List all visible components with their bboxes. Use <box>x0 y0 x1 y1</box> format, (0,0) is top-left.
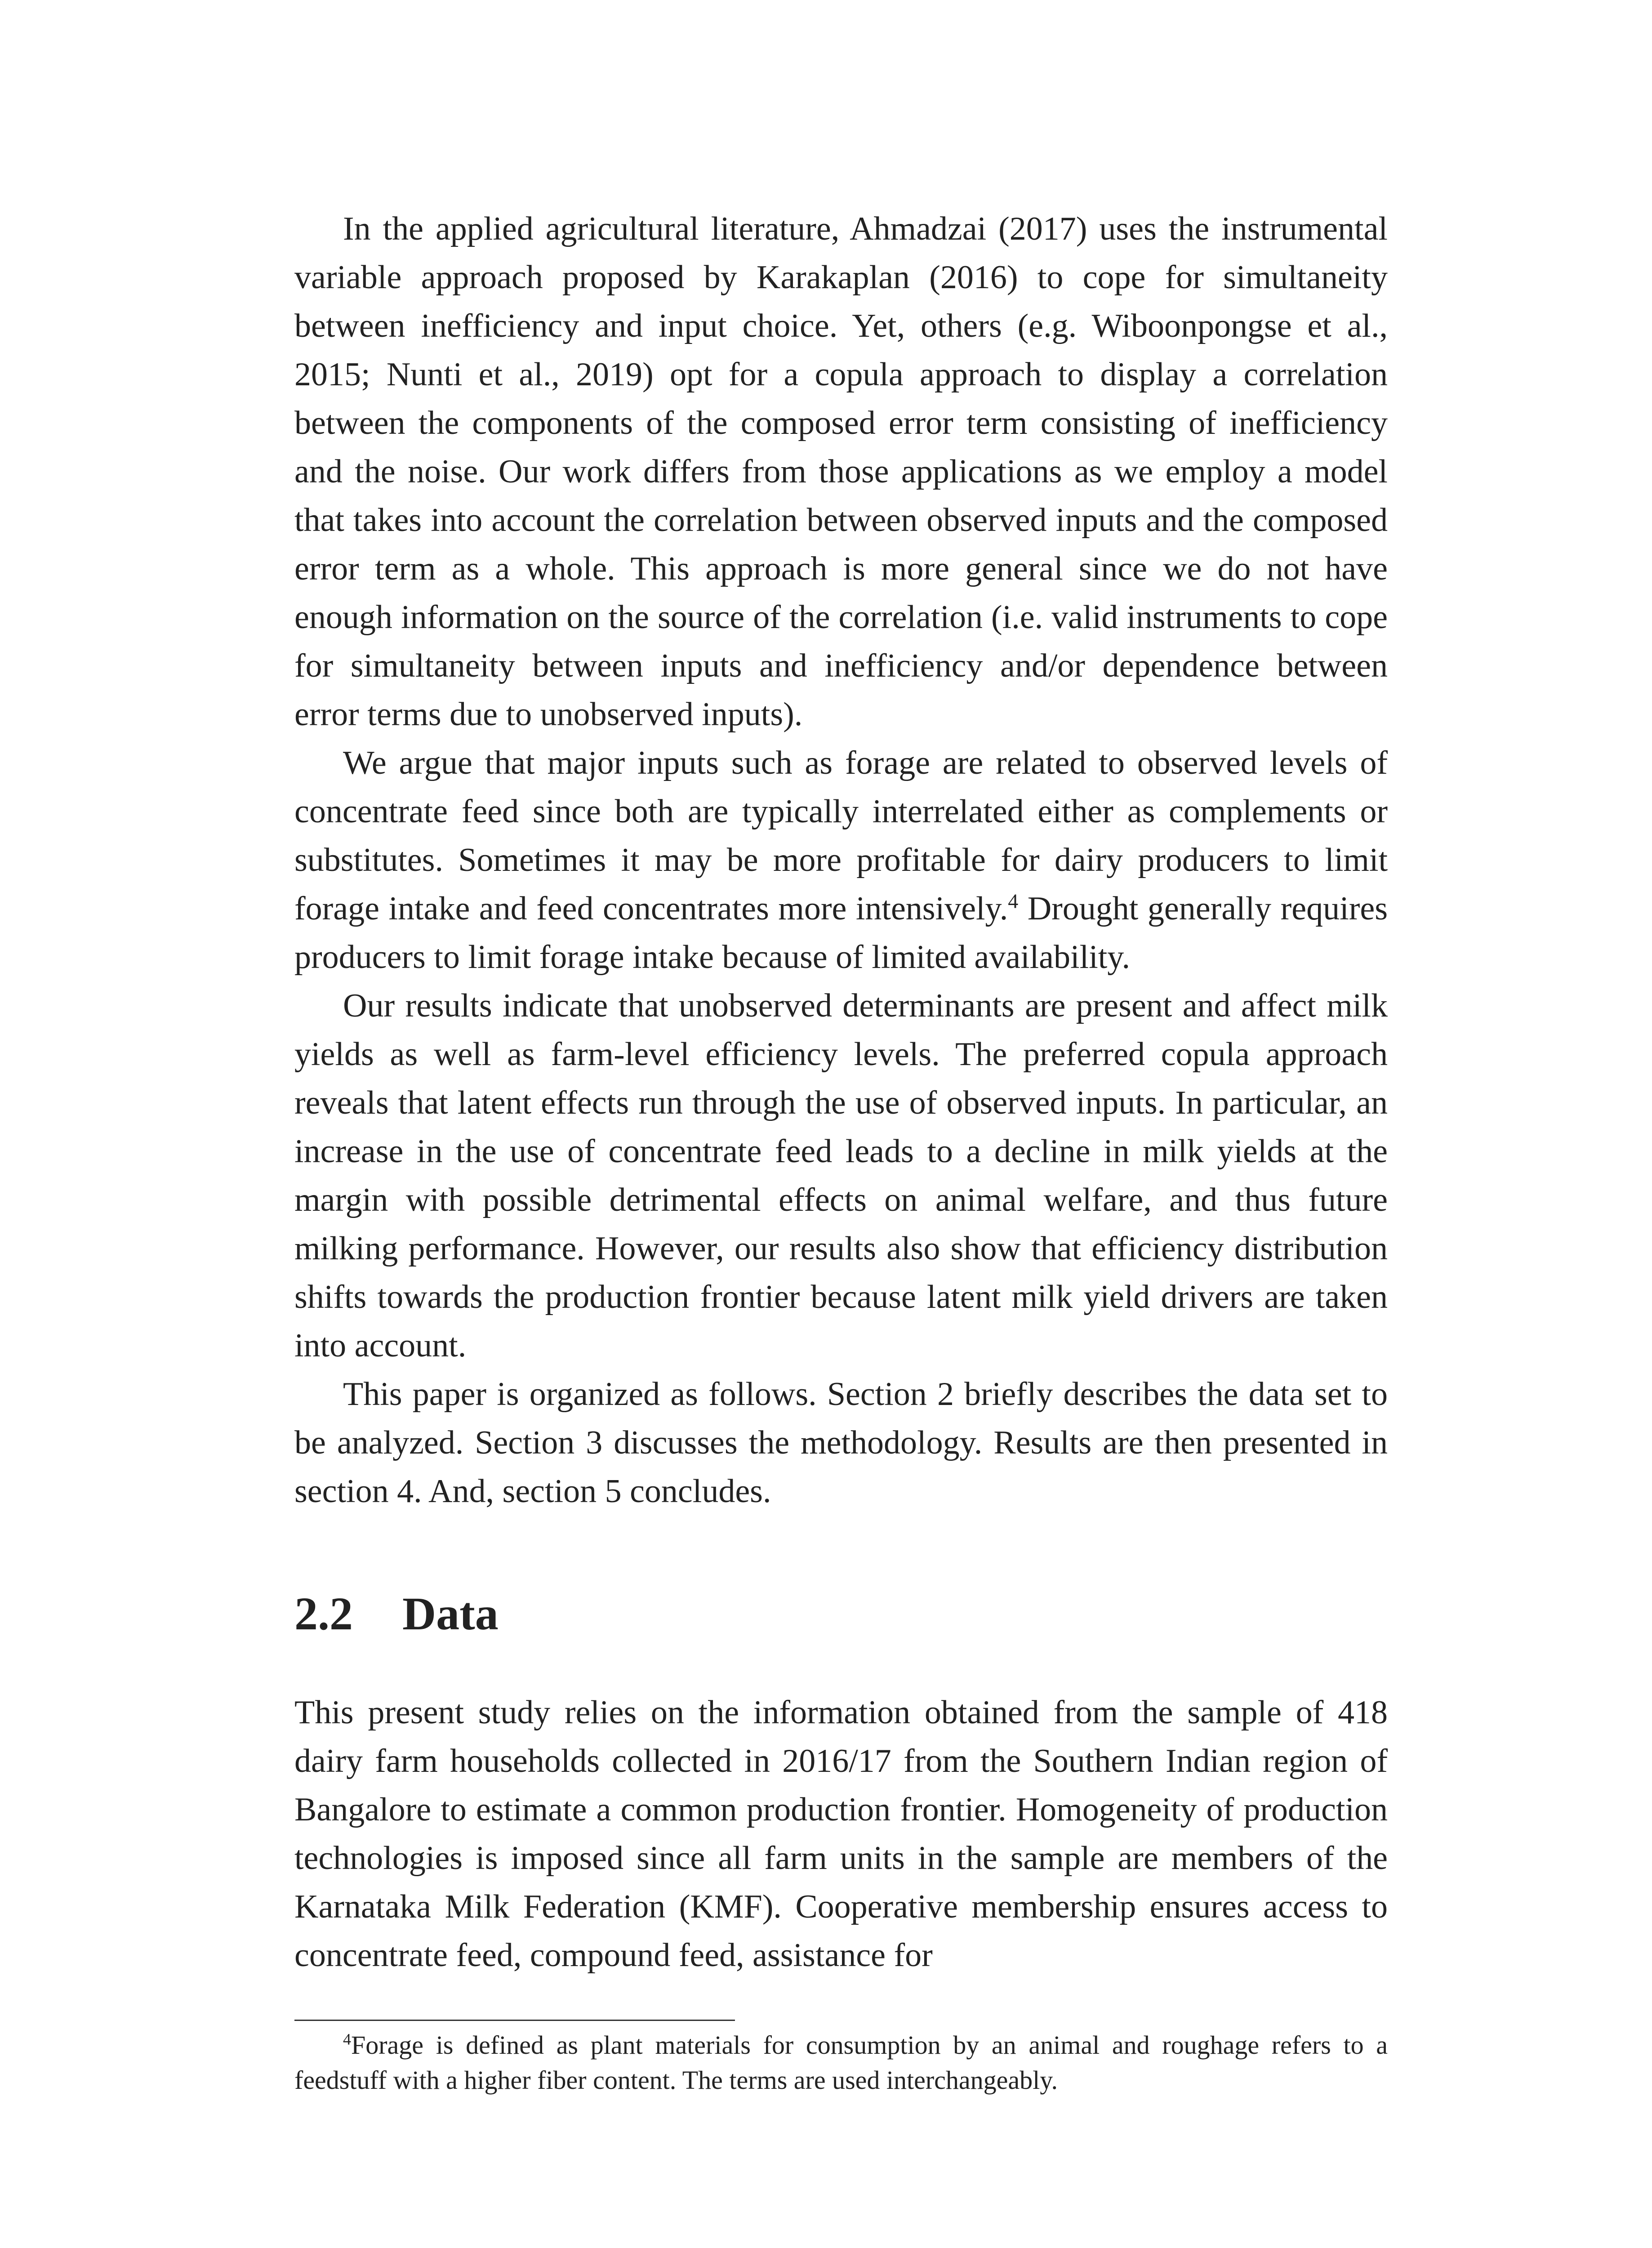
footnote-reference-4[interactable]: 4 <box>1008 889 1019 913</box>
footnote-marker: 4 <box>343 2030 351 2048</box>
paragraph-forage-text-1: We argue that major inputs such as forage are related to observed levels of concentrate feed since both are typically interrelated either as complements or substitutes. Sometimes it may be more profitable for dairy producers to limit forage intake and feed concentrates more intensively. <box>294 745 1388 927</box>
section-title: Data <box>402 1588 499 1640</box>
paragraph-literature: In the applied agricultural literature, Ahmadzai (2017) uses the instrumental variable approach proposed by Karakaplan (2016) to cope for simultaneity between inefficiency and input choice. Yet, others (e.g. Wiboonpongse et al., 2015; Nunti et al., 2019) opt for a copula approach to display a correlation between the components of the composed error term consisting of inefficiency and the noise. Our work differs from those applications as we employ a model that takes into account the correlation between observed inputs and the composed error term as a whole. This approach is more general since we do not have enough information on the source of the correlation (i.e. valid instruments to cope for simultaneity between inputs and inefficiency and/or dependence between error terms due to unobserved inputs). <box>294 210 1388 733</box>
footnote-4 <box>294 2028 1388 2098</box>
intro-text-block <box>294 205 1388 1516</box>
footnote-divider <box>294 2020 735 2021</box>
paragraph-results: Our results indicate that unobserved determinants are present and affect milk yields as well as farm-level efficiency levels. The preferred copula approach reveals that latent effects run through the use of observed inputs. In particular, an increase in the use of concentrate feed leads to a decline in milk yields at the margin with possible detrimental effects on animal welfare, and thus future milking performance. However, our results also show that efficiency distribution shifts towards the production frontier because latent milk yield drivers are taken into account. <box>294 987 1388 1364</box>
paragraph-forage-inputs <box>294 739 1388 981</box>
paragraph-data-description: This present study relies on the information obtained from the sample of 418 dairy farm households collected in 2016/17 from the Southern Indian region of Bangalore to estimate a common production frontier. Homogeneity of production technologies is imposed since all farm units in the sample are members of the Karnataka Milk Federation (KMF). Cooperative membership ensures access to concentrate feed, compound feed, assistance for <box>294 1694 1388 1974</box>
data-section-text-block <box>294 1688 1388 1980</box>
footnote-text: Forage is defined as plant materials for consumption by an animal and roughage refers to a feedstuff with a higher fiber content. The terms are used interchangeably. <box>294 2030 1388 2095</box>
section-heading-data <box>294 1583 1388 1646</box>
paragraph-organization: This paper is organized as follows. Section 2 briefly describes the data set to be analyzed. Section 3 discusses the methodology. Results are then presented in section 4. And, section 5 concludes. <box>294 1376 1388 1510</box>
paragraph-forage-text-2: Drought generally requires producers to limit forage intake because of limited availability. <box>294 890 1388 976</box>
section-number: 2.2 <box>294 1588 353 1640</box>
